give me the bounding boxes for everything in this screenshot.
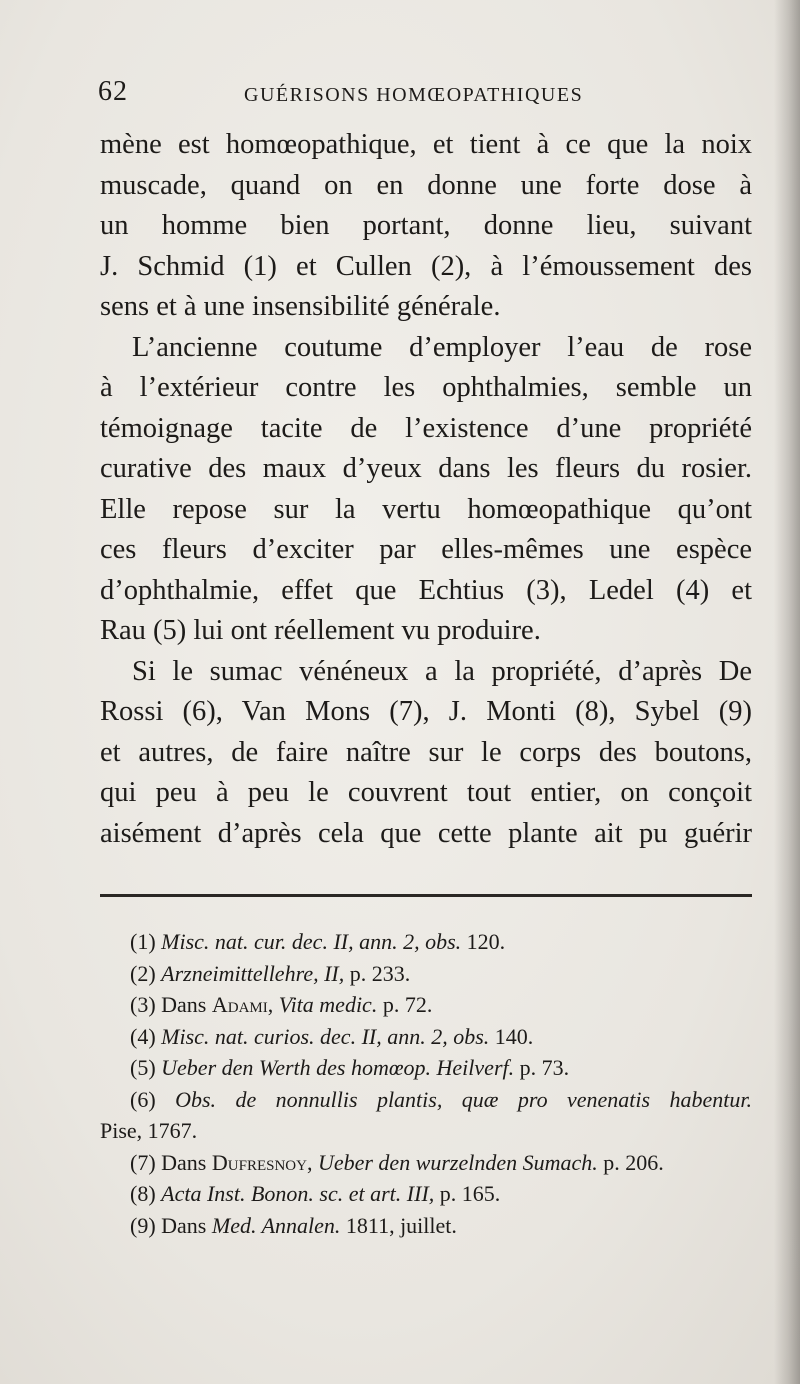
footnote-number: (7) [130,1149,156,1175]
text-line: d’ophthalmie, effet que Echtius (3), Ledel (4) et [100,574,752,606]
footnote-number: (9) [130,1212,156,1238]
text-line: curative des maux d’yeux dans les fleurs du rosier. [100,453,752,484]
footnote-text: p. 233. [344,960,411,986]
footnote-number: (1) [130,929,156,954]
footnote-text: Dans [161,1212,212,1238]
text-line: Si le sumac vénéneux a la propriété, d’après De [132,655,752,687]
footnote-text: 120. [461,929,506,954]
footnote-title: Vita medic. [278,992,378,1017]
text-line: un homme bien portant, donne lieu, suivant [100,210,752,241]
footnote-title: Acta Inst. Bonon. sc. et art. III, [161,1181,435,1206]
text-line: Rau (5) lui ont réellement vu produire. [100,615,541,646]
page-number: 62 [98,76,128,107]
footnote-text: , [306,1149,318,1175]
text-line: aisément d’après cela que cette plante ait pu guérir [100,817,752,849]
footnote-9 [100,1210,752,1242]
text-line: qui peu à peu le couvrent tout entier, on conçoit [100,777,752,808]
footnote-text: p. 165. [434,1181,501,1206]
text-line: J. Schmid (1) et Cullen (2), à l’émoussement des [100,250,752,282]
footnote-7 [100,1147,752,1179]
text-line: ces fleurs d’exciter par elles-mêmes une espèce [100,534,752,565]
text-line: Rossi (6), Van Mons (7), J. Monti (8), Sybel (9) [100,696,752,727]
footnote-title: Arzneimittellehre, II, [161,960,345,986]
footnote-title: Ueber den wurzelnden Sumach. [317,1149,598,1175]
footnote-text: , [267,992,279,1017]
footnotes [100,926,752,1241]
footnote-1 [100,926,752,958]
footnote-8 [100,1178,752,1210]
text-line: Elle repose sur la vertu homœopathique qu’ont [100,493,752,525]
footnote-number: (3) [130,992,156,1017]
main-text [100,125,752,854]
footnote-number: (4) [130,1023,156,1049]
footnote-title: Med. Annalen. [211,1212,341,1238]
footnote-title: Ueber den Werth des homœop. Heilverf. [161,1055,515,1080]
page-spine-shadow [774,0,800,1384]
footnote-text: Dans [161,1149,212,1175]
text-line: sens et à une insensibilité générale. [100,291,501,322]
footnote-title: Misc. nat. curios. dec. II, ann. 2, obs. [161,1023,490,1049]
text-line: témoignage tacite de l’existence d’une propriété [100,412,752,444]
footnote-author: Dufresnoy [211,1149,307,1175]
footnote-number: (6) [130,1086,156,1112]
footnote-text: p. 206. [597,1149,664,1175]
footnote-number: (8) [130,1181,156,1206]
footnote-rule [100,894,752,897]
text-line: à l’extérieur contre les ophthalmies, semble un [100,372,752,403]
footnote-text: p. 72. [377,992,433,1017]
text-line: et autres, de faire naître sur le corps des boutons, [100,736,752,768]
text-line: mène est homœopathique, et tient à ce que la noix [100,129,752,160]
running-title: GUÉRISONS HOMŒOPATHIQUES [244,84,584,106]
footnote-6-continuation: Pise, 1767. [100,1118,198,1143]
footnote-3 [100,989,752,1021]
footnote-4 [100,1021,752,1053]
footnote-title: Misc. nat. cur. dec. II, ann. 2, obs. [161,929,462,954]
footnote-5 [100,1052,752,1084]
footnote-2 [100,958,752,990]
text-line: muscade, quand on en donne une forte dose à [100,169,752,201]
footnote-author: Adami [211,992,268,1017]
footnote-number: (2) [130,960,156,986]
footnote-text: p. 73. [514,1055,570,1080]
footnote-title: Obs. de nonnullis plantis, quæ pro venenatis habentur. [175,1086,752,1112]
footnote-6 [100,1084,752,1116]
footnote-number: (5) [130,1055,156,1080]
footnote-text: 1811, juillet. [340,1212,457,1238]
page-header [98,76,758,116]
footnote-text: Dans [161,992,212,1017]
text-line: L’ancienne coutume d’employer l’eau de rose [132,331,752,363]
footnote-text: 140. [489,1023,534,1049]
